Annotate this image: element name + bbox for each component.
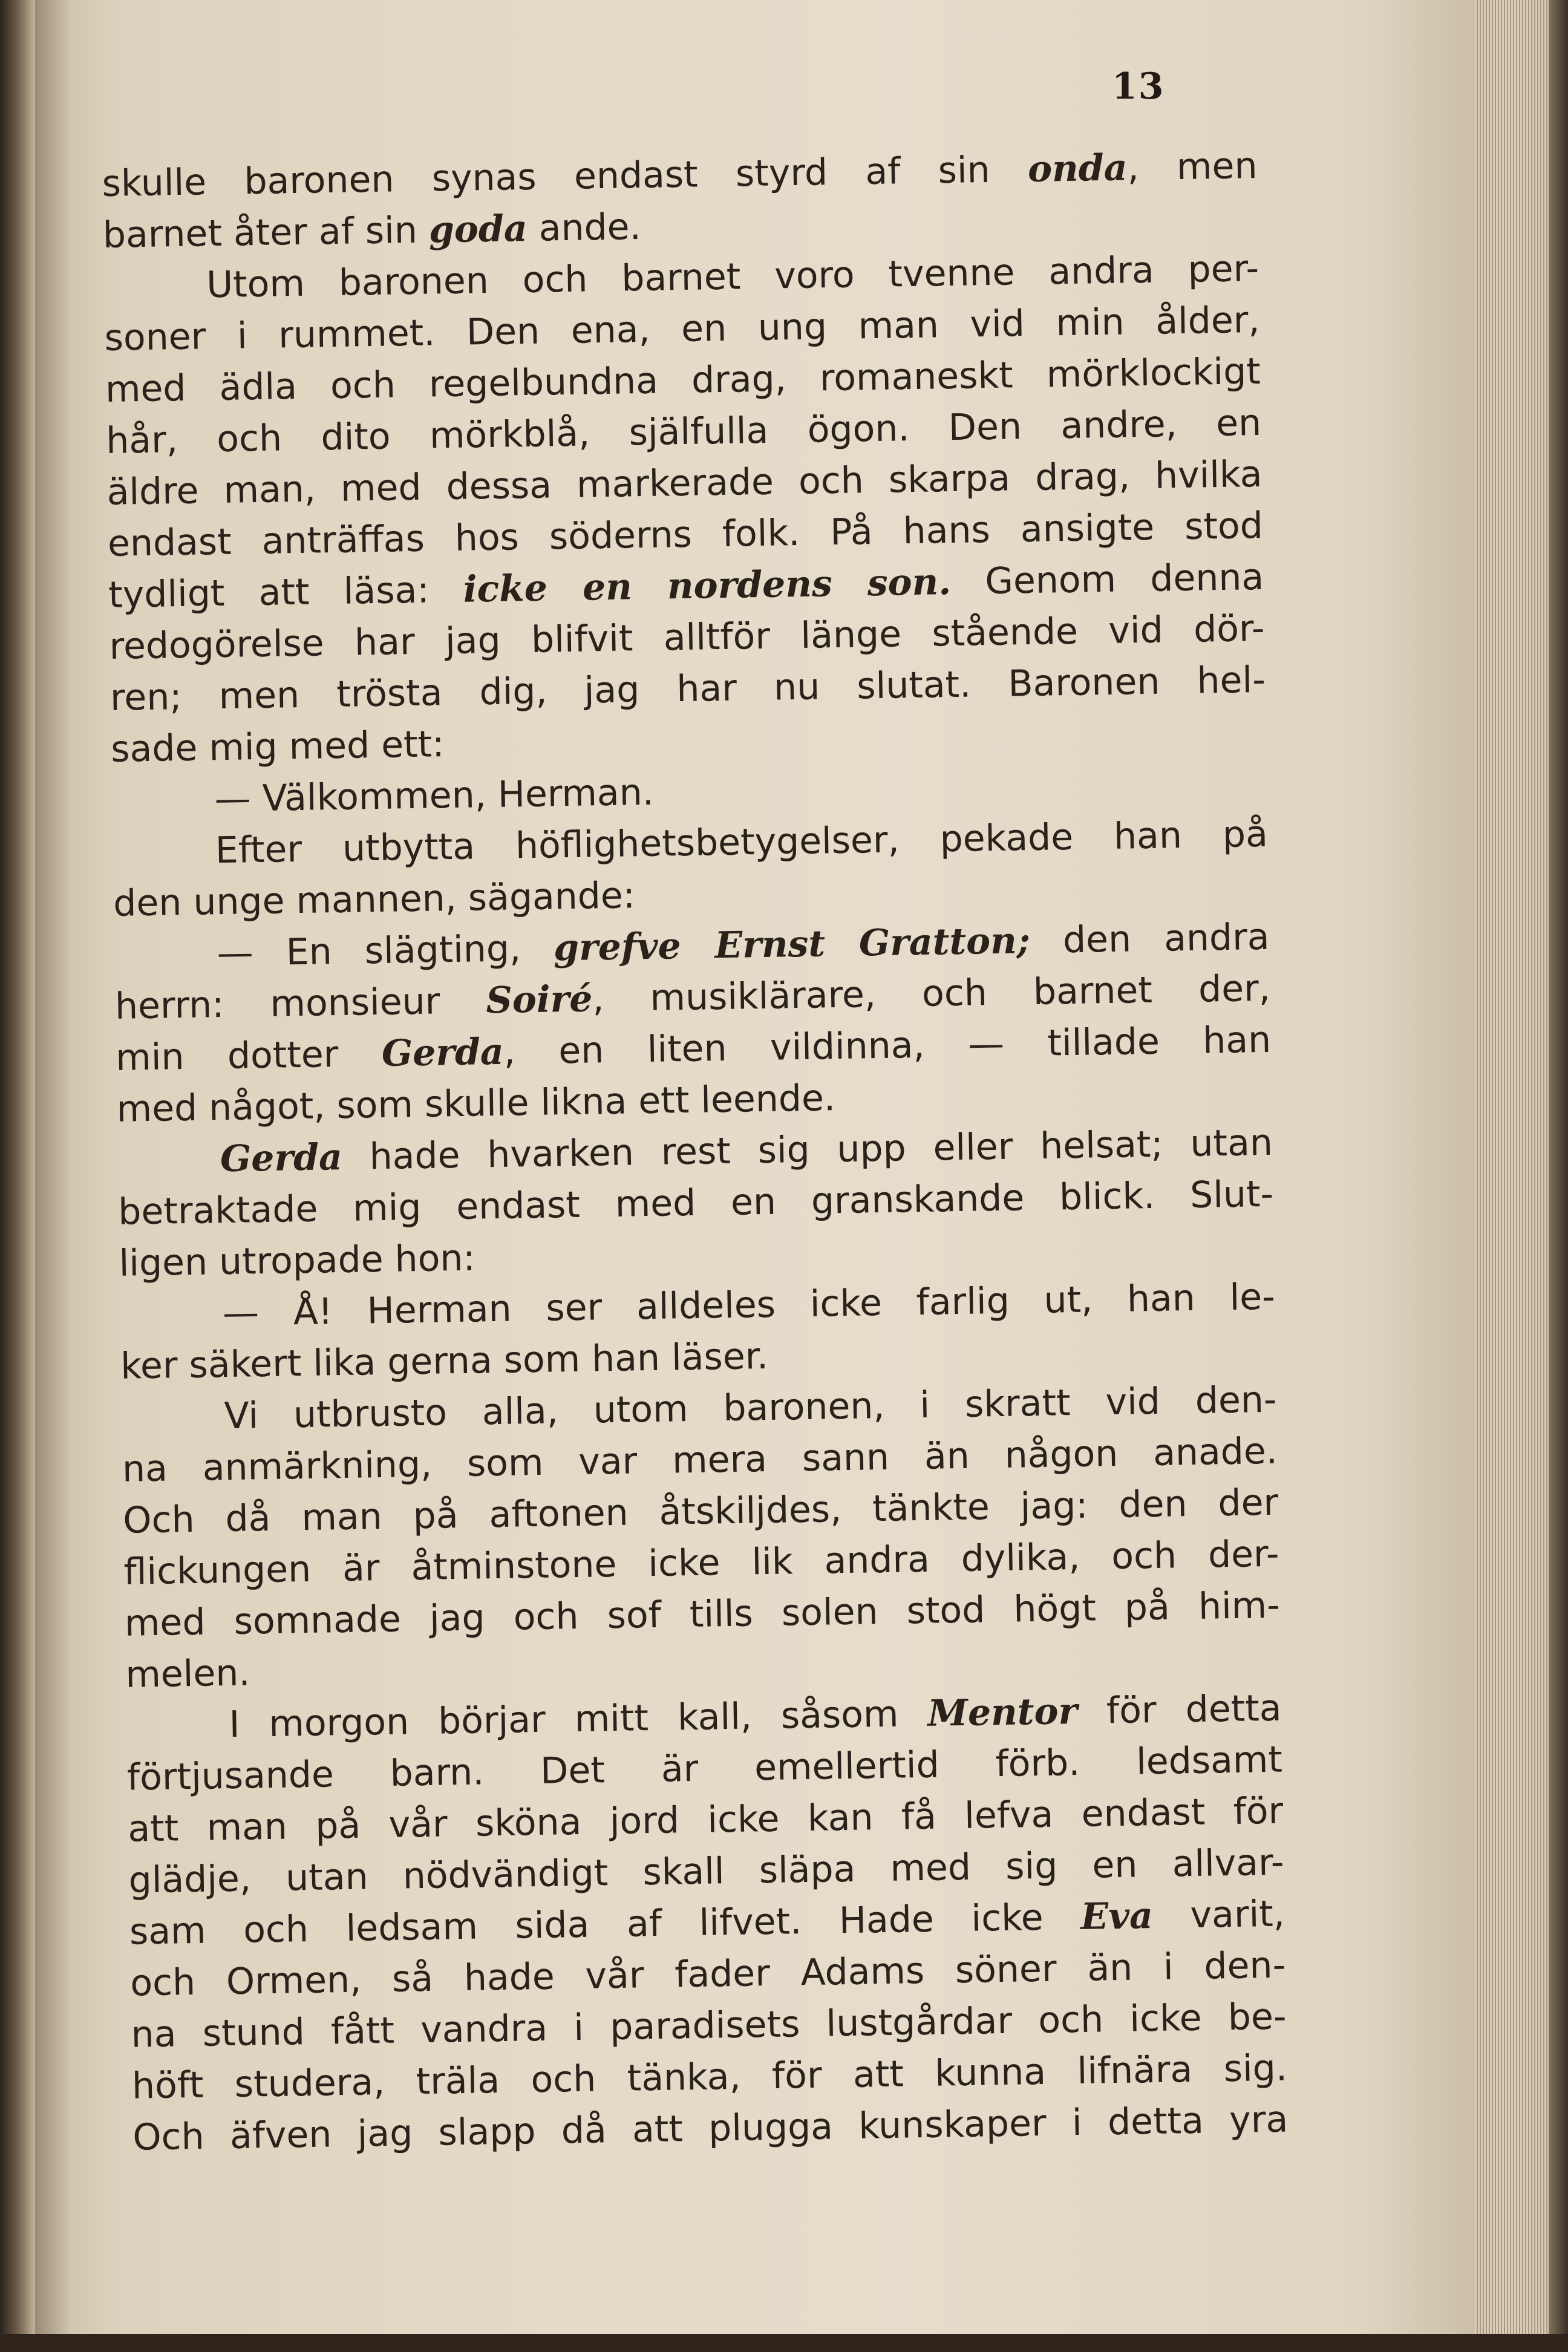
- page-number: 13: [1112, 65, 1165, 108]
- body-text: [102, 140, 1289, 2164]
- text-span: sade mig med ett:: [110, 723, 445, 771]
- text-span: ren; men trösta dig, jag har nu slutat. Baronen hel-: [109, 658, 1266, 719]
- italic-text: grefve Ernst Gratton;: [553, 920, 1031, 970]
- text-span: att man på vår sköna jord icke kan få lefva endast för: [127, 1789, 1284, 1851]
- text-span: , en liten vildinna, — tillade han: [503, 1018, 1272, 1073]
- italic-text: Gerda: [381, 1030, 505, 1075]
- text-span: — En slägting,: [217, 927, 554, 975]
- text-span: hade hvarken rest sig upp eller helsat; utan: [342, 1121, 1273, 1178]
- text-span: melen.: [125, 1651, 250, 1696]
- italic-text: Soiré: [485, 978, 593, 1022]
- text-span: och Ormen, så hade vår fader Adams söner än i den-: [129, 1944, 1286, 2005]
- text-span: ker säkert lika gerna som han läser.: [120, 1334, 769, 1388]
- italic-text: icke en nordens son.: [463, 561, 952, 611]
- text-span: med somnade jag och sof tills solen stod högt på him-: [124, 1584, 1281, 1645]
- text-span: höft studera, träla och tänka, för att kunna lifnära sig.: [131, 2047, 1288, 2108]
- italic-text: Mentor: [927, 1690, 1078, 1735]
- text-span: Genom denna: [950, 555, 1264, 604]
- text-span: I morgon börjar mitt kall, såsom: [229, 1692, 929, 1746]
- text-span: för detta: [1077, 1687, 1282, 1733]
- text-span: äldre man, med dessa markerade och skarpa drag, hvilka: [106, 452, 1263, 514]
- gutter-shadow: [35, 0, 71, 2334]
- text-span: na stund fått vandra i paradisets lustgårdar och icke be-: [131, 1995, 1287, 2056]
- text-span: na anmärkning, som var mera sann än någon anade.: [122, 1429, 1278, 1491]
- text-span: tydligt att läsa:: [108, 568, 464, 616]
- italic-text: goda: [428, 207, 528, 252]
- text-span: förtjusande barn. Det är emellertid förb. ledsamt: [126, 1738, 1283, 1799]
- italic-text: Eva: [1080, 1895, 1154, 1938]
- text-span: — Välkommen, Herman.: [214, 771, 655, 821]
- text-span: Utom baronen och barnet voro tvenne andra per-: [206, 247, 1259, 307]
- text-span: Vi utbrusto alla, utom baronen, i skratt vid den-: [224, 1378, 1278, 1438]
- italic-text: Gerda: [220, 1135, 343, 1181]
- text-span: endast anträffas hos söderns folk. På hans ansigte stod: [107, 504, 1264, 565]
- text-span: — Å! Herman ser alldeles icke farlig ut, han le-: [222, 1275, 1276, 1335]
- text-span: skulle baronen synas endast styrd af sin: [102, 148, 1028, 205]
- text-span: med ädla och regelbundna drag, romaneskt mörklockigt: [105, 350, 1261, 411]
- text-span: flickungen är åtminstone icke lik andra dylika, och der-: [123, 1532, 1280, 1593]
- text-span: barnet åter af sin: [102, 209, 430, 256]
- text-span: Och då man på aftonen åtskiljdes, tänkte jag: den der: [122, 1481, 1279, 1542]
- text-span: den andra: [1030, 915, 1270, 962]
- text-span: min dotter: [115, 1032, 382, 1079]
- text-span: , men: [1126, 144, 1258, 189]
- book-cover-edge: [1549, 0, 1568, 2352]
- italic-text: onda: [1027, 146, 1128, 191]
- text-span: redogörelse har jag blifvit alltför länge stående vid dör-: [109, 607, 1265, 668]
- text-span: glädje, utan nödvändigt skall släpa med sig en allvar-: [128, 1841, 1285, 1902]
- text-span: Och äfven jag slapp då att plugga kunskaper i detta yra: [132, 2098, 1289, 2159]
- text-span: den unge mannen, sägande:: [113, 874, 636, 925]
- text-span: herrn: monsieur: [114, 979, 486, 1028]
- text-span: Efter utbytta höflighetsbetygelser, pekade han på: [215, 812, 1269, 872]
- text-span: betraktade mig endast med en granskande blick. Slut-: [117, 1172, 1274, 1233]
- scan-bottom-border: [0, 2334, 1568, 2352]
- text-span: sam och ledsam sida af lifvet. Hade icke: [129, 1895, 1081, 1953]
- text-span: ligen utropade hon:: [119, 1236, 476, 1285]
- text-span: med något, som skulle likna ett leende.: [116, 1077, 836, 1131]
- text-span: soner i rummet. Den ena, en ung man vid min ålder,: [104, 298, 1260, 359]
- text-span: , musiklärare, och barnet der,: [592, 967, 1271, 1021]
- text-span: varit,: [1152, 1892, 1285, 1938]
- text-span: hår, och dito mörkblå, själfulla ögon. Den andre, en: [105, 401, 1262, 462]
- text-span: ande.: [527, 206, 642, 250]
